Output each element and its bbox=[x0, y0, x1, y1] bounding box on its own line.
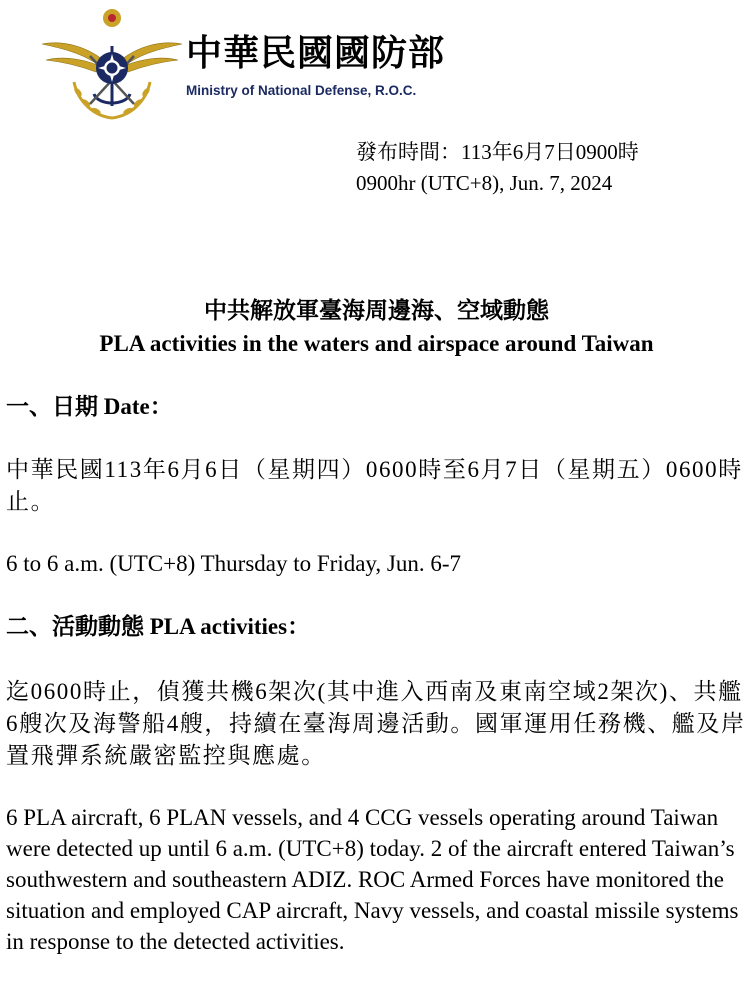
date-section-heading: 一、日期 Date： bbox=[6, 394, 173, 419]
ministry-name-en: Ministry of National Defense, R.O.C. bbox=[186, 83, 417, 98]
release-time-en: 0900hr (UTC+8), Jun. 7, 2024 bbox=[356, 171, 613, 195]
date-text-en: 6 to 6 a.m. (UTC+8) Thursday to Friday, Jun. 6-7 bbox=[6, 551, 462, 576]
release-time-zh: 發布時間：113年6月7日0900時 bbox=[356, 140, 639, 164]
activities-text-zh: 迄0600時止，偵獲共機6架次(其中進入西南及東南空域2架次)、共艦6艘次及海警船4艘，持續在臺海周邊活動。國軍運用任務機、艦及岸置飛彈系統嚴密監控與應處。 bbox=[6, 679, 746, 768]
date-text-zh: 中華民國113年6月6日（星期四）0600時至6月7日（星期五）0600時止。 bbox=[6, 457, 743, 514]
page-title-zh: 中共解放軍臺海周邊海、空域動態 bbox=[204, 298, 549, 323]
activities-text-en: 6 PLA aircraft, 6 PLAN vessels, and 4 CCG vessels operating around Taiwan were detected up until 6 a.m. (UTC+8) today. 2 of the aircraft entered Taiwan’s southwestern and southeastern ADIZ. ROC Armed Forces have monitored the situation and employed CAP aircraft, Navy vessels, and coastal missile systems in response to the detected activities. bbox=[6, 805, 739, 954]
page-title-en: PLA activities in the waters and airspace around Taiwan bbox=[99, 331, 654, 356]
ministry-name-zh: 中華民國國防部 bbox=[186, 33, 446, 74]
ministry-emblem-icon bbox=[38, 6, 186, 124]
activities-section-heading: 二、活動動態 PLA activities： bbox=[6, 614, 311, 639]
